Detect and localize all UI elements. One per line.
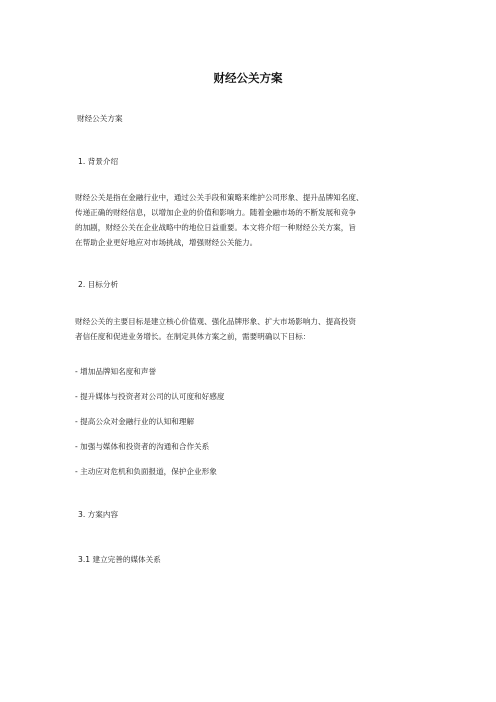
paragraph-line: 财经公关的主要目标是建立核心价值观、强化品牌形象、扩大市场影响力、提高投资 xyxy=(75,317,356,326)
paragraph-line: 财经公关是指在金融行业中，通过公关手段和策略来维护公司形象、提升品牌知名度、 xyxy=(75,193,364,202)
section-heading-background: 1. 背景介绍 xyxy=(78,157,119,166)
paragraph-line: 在帮助企业更好地应对市场挑战，增强财经公关能力。 xyxy=(75,238,258,247)
section-heading-goals: 2. 目标分析 xyxy=(78,280,119,289)
paragraph-line: 传递正确的财经信息，以增加企业的价值和影响力。随着金融市场的不断发展和竞争 xyxy=(75,208,356,217)
paragraph-line: 者信任度和促进业务增长。在制定具体方案之前，需要明确以下目标： xyxy=(75,332,311,341)
document-subtitle: 财经公关方案 xyxy=(77,114,123,123)
section-heading-plan: 3. 方案内容 xyxy=(78,510,119,519)
list-item: - 提升媒体与投资者对公司的认可度和好感度 xyxy=(75,392,225,401)
list-item: - 加强与媒体和投资者的沟通和合作关系 xyxy=(75,442,210,451)
list-item: - 增加品牌知名度和声誉 xyxy=(75,367,157,376)
document-title: 财经公关方案 xyxy=(213,71,283,85)
list-item: - 主动应对危机和负面报道，保护企业形象 xyxy=(75,467,217,476)
subsection-heading-media-relations: 3.1 建立完善的媒体关系 xyxy=(78,555,161,564)
list-item: - 提高公众对金融行业的认知和理解 xyxy=(75,417,195,426)
paragraph-line: 的加剧，财经公关在企业战略中的地位日益重要。本文将介绍一种财经公关方案，旨 xyxy=(75,223,356,232)
